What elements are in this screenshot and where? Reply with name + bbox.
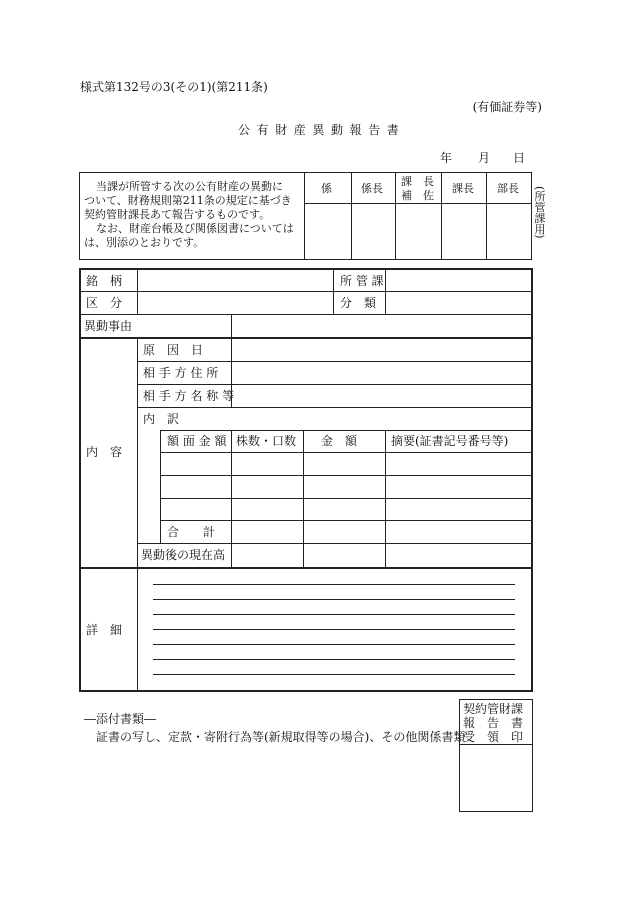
label-aite-meisho: 相 手 方 名 称 等 xyxy=(143,389,235,403)
intro-line-5: は、別添のとおりです。 xyxy=(84,236,205,249)
label-shokanka: 所 管 課 xyxy=(340,274,384,288)
label-shosai: 詳 細 xyxy=(86,623,123,637)
col-tekiyo: 摘要(証書記号番号等) xyxy=(391,434,509,448)
document-title: 公有財産異動報告書 xyxy=(238,123,406,137)
approval-header-hosa-top: 課 長 xyxy=(401,175,434,188)
aite-jusho-field[interactable] xyxy=(233,363,531,383)
intro-line-1: 当課が所管する次の公有財産の異動に xyxy=(96,180,283,193)
col-kabusu: 株数・口数 xyxy=(236,434,297,448)
intro-line-4: なお、財産台帳及び関係図書については xyxy=(96,222,294,235)
approval-header-kacho: 課長 xyxy=(452,182,474,195)
approval-header-hosa-bottom: 補 佐 xyxy=(401,189,434,202)
label-naiyo: 内 容 xyxy=(86,445,123,459)
kubun-field[interactable] xyxy=(139,293,332,313)
label-ido-jiyu: 異動事由 xyxy=(84,319,133,333)
attachments-heading: ―添付書類― xyxy=(84,712,157,726)
form-id: 様式第132号の3(その1)(第211条) xyxy=(80,80,268,94)
date-year[interactable]: 年 xyxy=(440,151,453,165)
intro-line-2: ついて、財務規則第211条の規定に基づき xyxy=(84,194,292,207)
receipt-stamp-area[interactable] xyxy=(461,746,531,810)
col-gakumen: 額 面 金 額 xyxy=(167,434,227,448)
approval-header-bucho: 部長 xyxy=(497,182,519,195)
shokanka-field[interactable] xyxy=(387,270,531,290)
label-uchiwake: 内 訳 xyxy=(143,412,180,426)
bunrui-field[interactable] xyxy=(387,293,531,313)
date-month[interactable]: 月 xyxy=(478,151,491,165)
gen-in-bi-field[interactable] xyxy=(233,339,531,360)
label-meigara: 銘 柄 xyxy=(86,274,123,288)
approval-header-kakari: 係 xyxy=(321,182,332,195)
intro-line-3: 契約管財課長あて報告するものです。 xyxy=(84,208,271,221)
label-bunrui: 分 類 xyxy=(340,296,377,310)
aite-meisho-field[interactable] xyxy=(233,386,531,406)
label-aite-jusho: 相 手 方 住 所 xyxy=(143,366,219,380)
approval-header-kakaricho: 係長 xyxy=(361,182,383,195)
approval-side-label: (所管課用) xyxy=(533,186,546,239)
category-label: (有価証券等) xyxy=(472,100,542,114)
receipt-line-3: 受 領 印 xyxy=(463,730,524,744)
meigara-field[interactable] xyxy=(139,270,332,290)
attachments-text: 証書の写し、定款・寄附行為等(新規取得等の場合)、その他関係書類 xyxy=(96,730,466,744)
label-genzaidaka: 異動後の現在高 xyxy=(141,548,226,562)
receipt-line-2: 報 告 書 xyxy=(463,716,524,730)
label-gen-in-bi: 原 因 日 xyxy=(143,343,204,357)
label-gokei: 合 計 xyxy=(167,525,216,539)
ido-jiyu-field[interactable] xyxy=(233,316,531,336)
receipt-line-1: 契約管財課 xyxy=(463,702,524,716)
date-day[interactable]: 日 xyxy=(513,151,526,165)
label-kubun: 区 分 xyxy=(86,296,123,310)
shosai-field[interactable] xyxy=(139,570,531,690)
col-kingaku: 金 額 xyxy=(321,434,358,448)
